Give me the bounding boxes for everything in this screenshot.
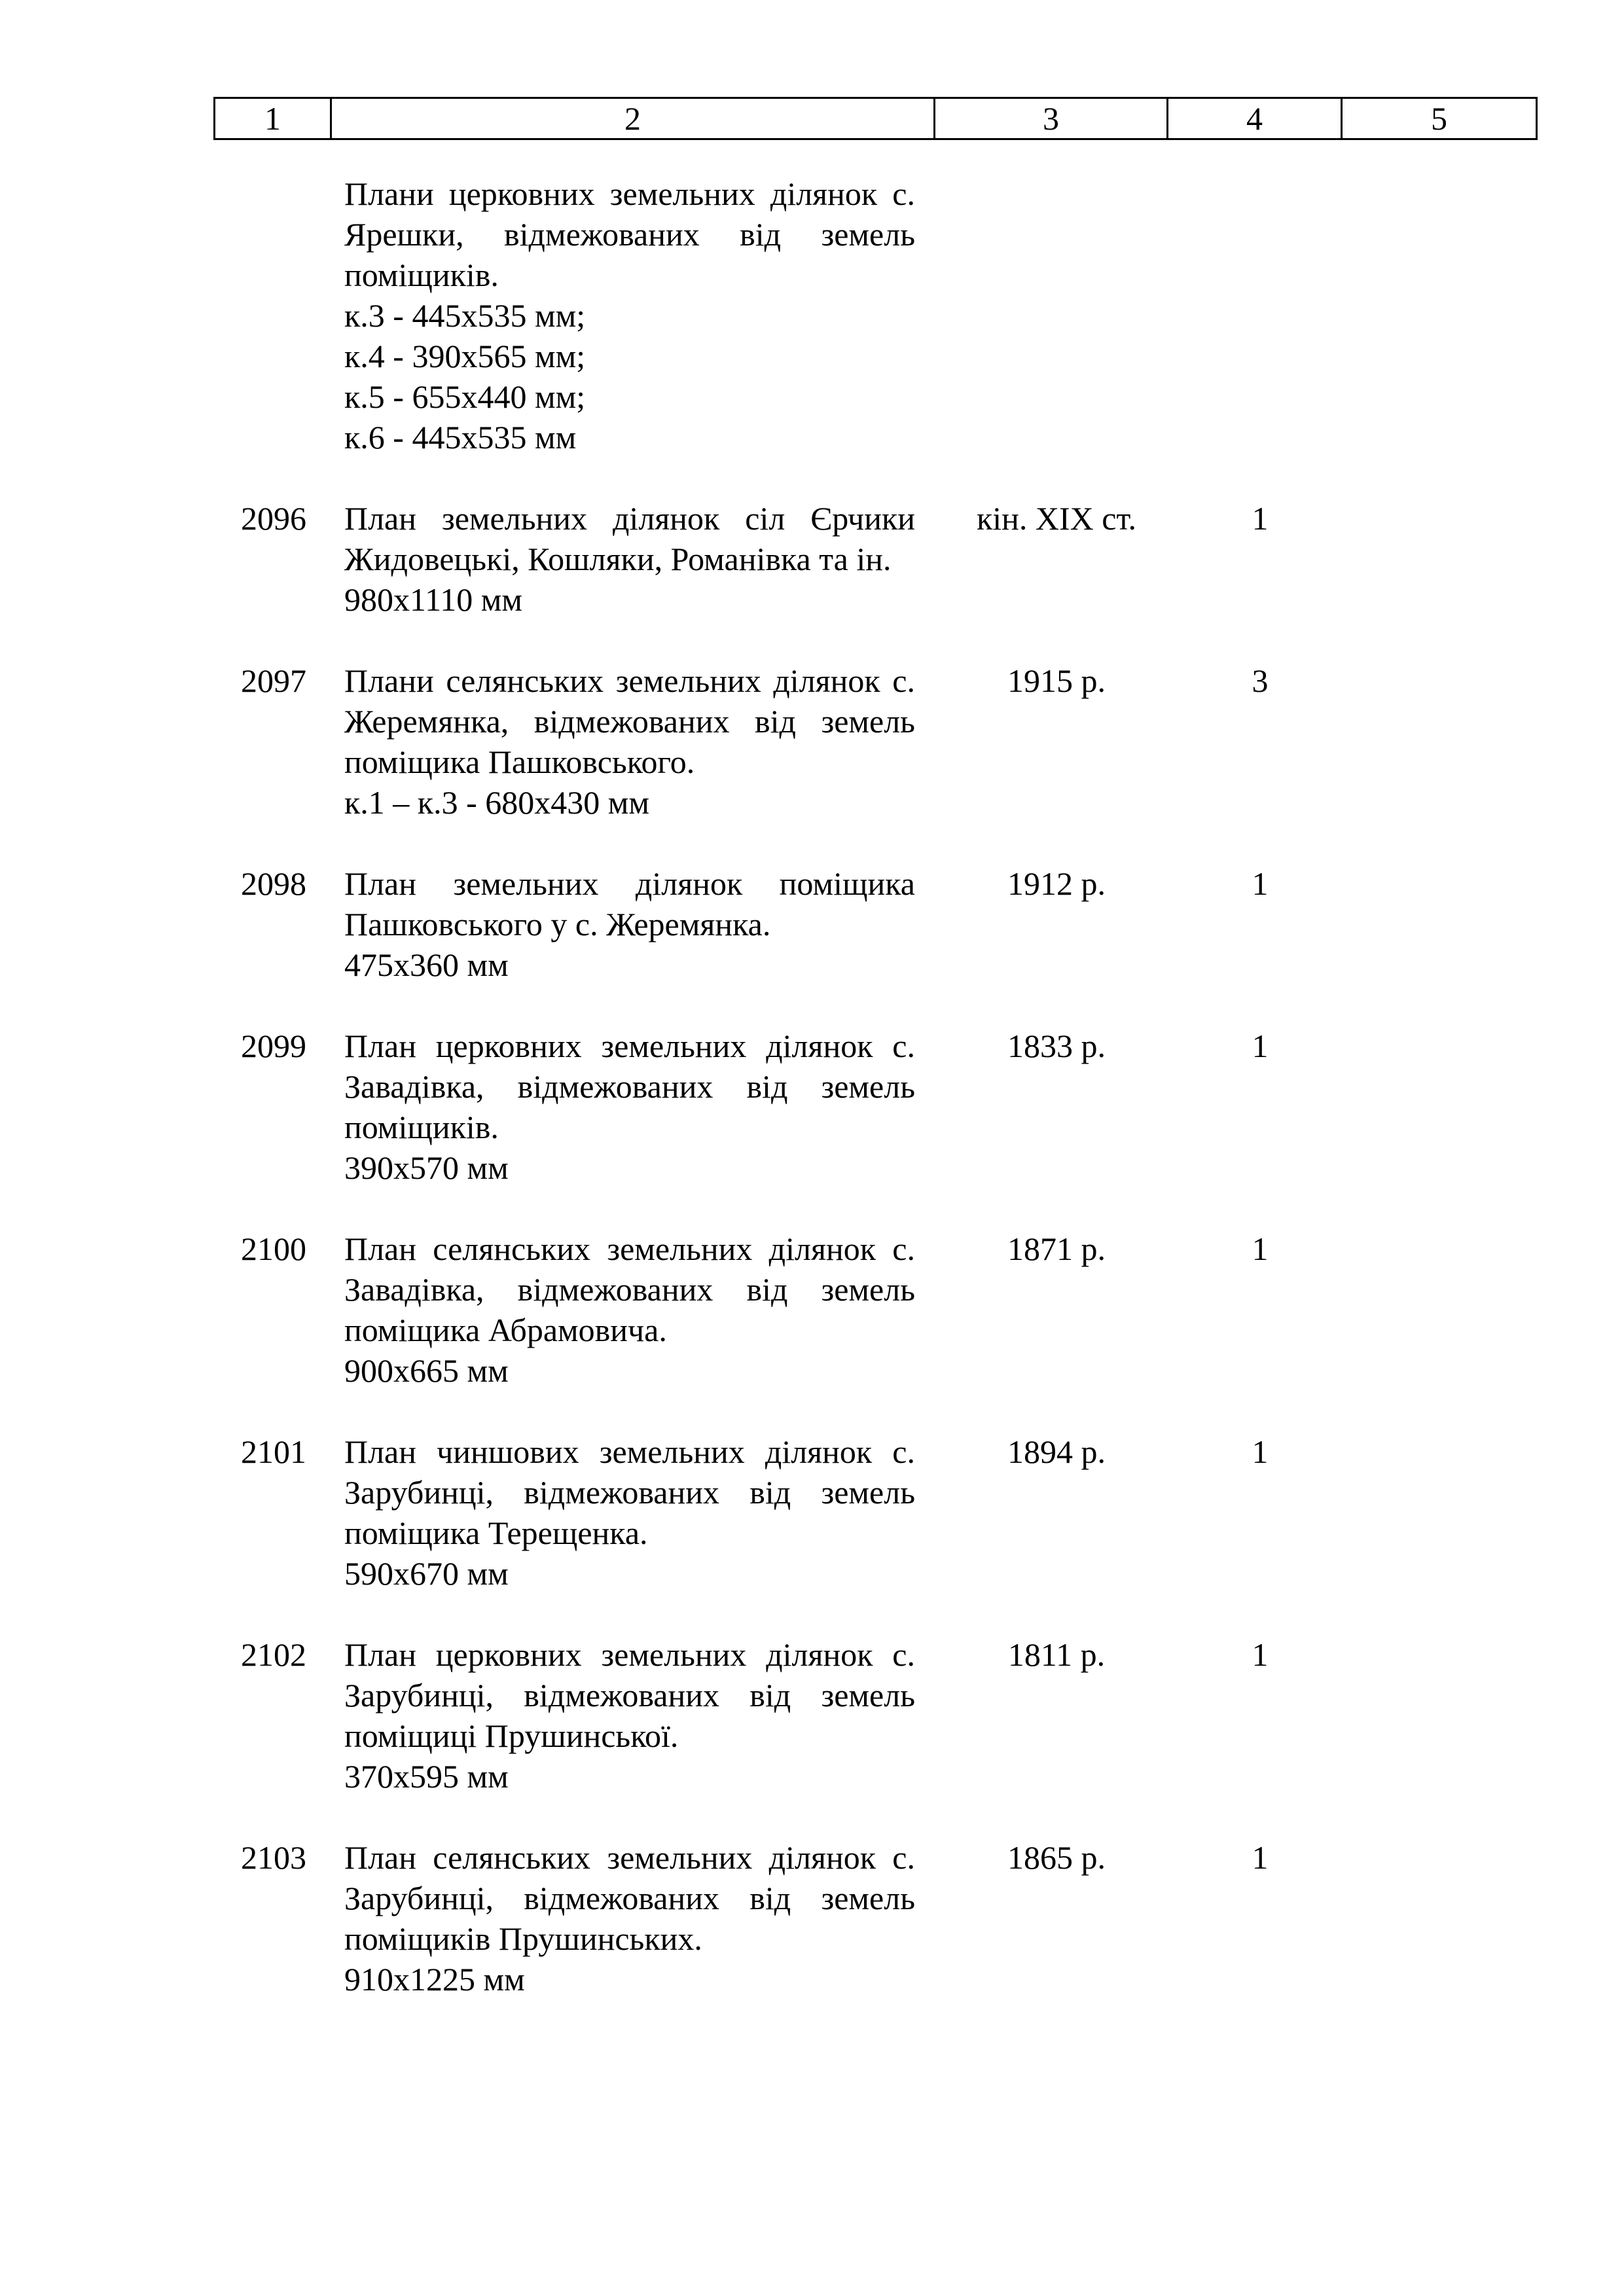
record-title: План земельних ділянок сіл Єрчики Жидовецькі, Кошляки, Романівка та ін. (344, 500, 915, 577)
record-number: 2097 (241, 662, 306, 699)
record-dimensions: 900х665 мм (344, 1352, 509, 1389)
record-row (213, 660, 1536, 823)
record-description (344, 1837, 915, 2000)
record-sheet-count: 1 (1252, 500, 1269, 537)
record-dimensions: к.6 - 445х535 мм (344, 419, 577, 456)
record-title: План чиншових земельних ділянок с. Зарубинці, відмежованих від земель поміщика Терещенка. (344, 1433, 915, 1551)
record-dimensions: 910х1225 мм (344, 1961, 525, 1998)
record-date: кін. ХІХ ст. (976, 500, 1137, 537)
record-description (344, 1431, 915, 1594)
record-date: 1833 р. (1007, 1028, 1106, 1064)
record-dimensions: 980х1110 мм (344, 581, 523, 618)
column-header-4: 4 (1168, 98, 1342, 139)
record-sheet-count: 1 (1252, 1839, 1269, 1876)
record-row (213, 863, 1536, 985)
record-description (344, 1026, 915, 1188)
record-date: 1871 р. (1007, 1230, 1106, 1267)
column-header-row (215, 98, 1537, 139)
record-description (344, 1634, 915, 1797)
record-sheet-count: 1 (1252, 1636, 1269, 1673)
record-row (213, 1431, 1536, 1594)
record-description (344, 173, 915, 457)
record-row (213, 1634, 1536, 1797)
record-date: 1915 р. (1007, 662, 1106, 699)
record-description (344, 1229, 915, 1391)
column-header-2: 2 (331, 98, 935, 139)
record-dimensions: к.1 – к.3 - 680х430 мм (344, 784, 650, 821)
column-header-table (213, 97, 1538, 140)
record-description (344, 660, 915, 823)
record-sheet-count: 1 (1252, 865, 1269, 902)
record-sheet-count: 3 (1252, 662, 1269, 699)
record-title: Плани селянських земельних ділянок с. Жеремянка, відмежованих від земель поміщика Пашковського. (344, 662, 915, 780)
record-row (213, 1229, 1536, 1391)
record-number: 2096 (241, 500, 306, 537)
record-number: 2101 (241, 1433, 306, 1470)
record-dimensions: 370х595 мм (344, 1758, 509, 1795)
record-number: 2103 (241, 1839, 306, 1876)
record-sheet-count: 1 (1252, 1433, 1269, 1470)
record-number: 2102 (241, 1636, 306, 1673)
record-number: 2100 (241, 1230, 306, 1267)
record-number: 2098 (241, 865, 306, 902)
column-header-1: 1 (215, 98, 331, 139)
record-date: 1894 р. (1007, 1433, 1106, 1470)
record-description (344, 498, 915, 620)
record-title: План церковних земельних ділянок с. Завадівка, відмежованих від земель поміщиків. (344, 1028, 915, 1145)
record-dimensions: 590х670 мм (344, 1555, 509, 1592)
record-dimensions: к.5 - 655х440 мм; (344, 378, 586, 415)
record-sheet-count: 1 (1252, 1028, 1269, 1064)
record-row (213, 173, 1536, 457)
record-dimensions: к.3 - 445х535 мм; (344, 297, 586, 334)
record-title: План селянських земельних ділянок с. Завадівка, відмежованих від земель поміщика Абрамовича. (344, 1230, 915, 1348)
record-title: План земельних ділянок поміщика Пашковського у с. Жеремянка. (344, 865, 915, 942)
record-date: 1865 р. (1007, 1839, 1106, 1876)
record-description (344, 863, 915, 985)
record-title: Плани церковних земельних ділянок с. Ярешки, відмежованих від земель поміщиків. (344, 175, 915, 293)
record-sheet-count: 1 (1252, 1230, 1269, 1267)
record-date: 1811 р. (1007, 1636, 1106, 1673)
record-title: План селянських земельних ділянок с. Зарубинці, відмежованих від земель поміщиків Прушинських. (344, 1839, 915, 1957)
column-header-5: 5 (1342, 98, 1537, 139)
column-header-3: 3 (935, 98, 1168, 139)
record-row (213, 1837, 1536, 2000)
record-dimensions: к.4 - 390х565 мм; (344, 338, 586, 374)
record-dimensions: 475х360 мм (344, 946, 509, 983)
record-title: План церковних земельних ділянок с. Зарубинці, відмежованих від земель поміщиці Прушинської. (344, 1636, 915, 1754)
record-number: 2099 (241, 1028, 306, 1064)
records-list (213, 173, 1536, 2040)
record-row (213, 498, 1536, 620)
record-row (213, 1026, 1536, 1188)
record-dimensions: 390х570 мм (344, 1149, 509, 1186)
record-date: 1912 р. (1007, 865, 1106, 902)
